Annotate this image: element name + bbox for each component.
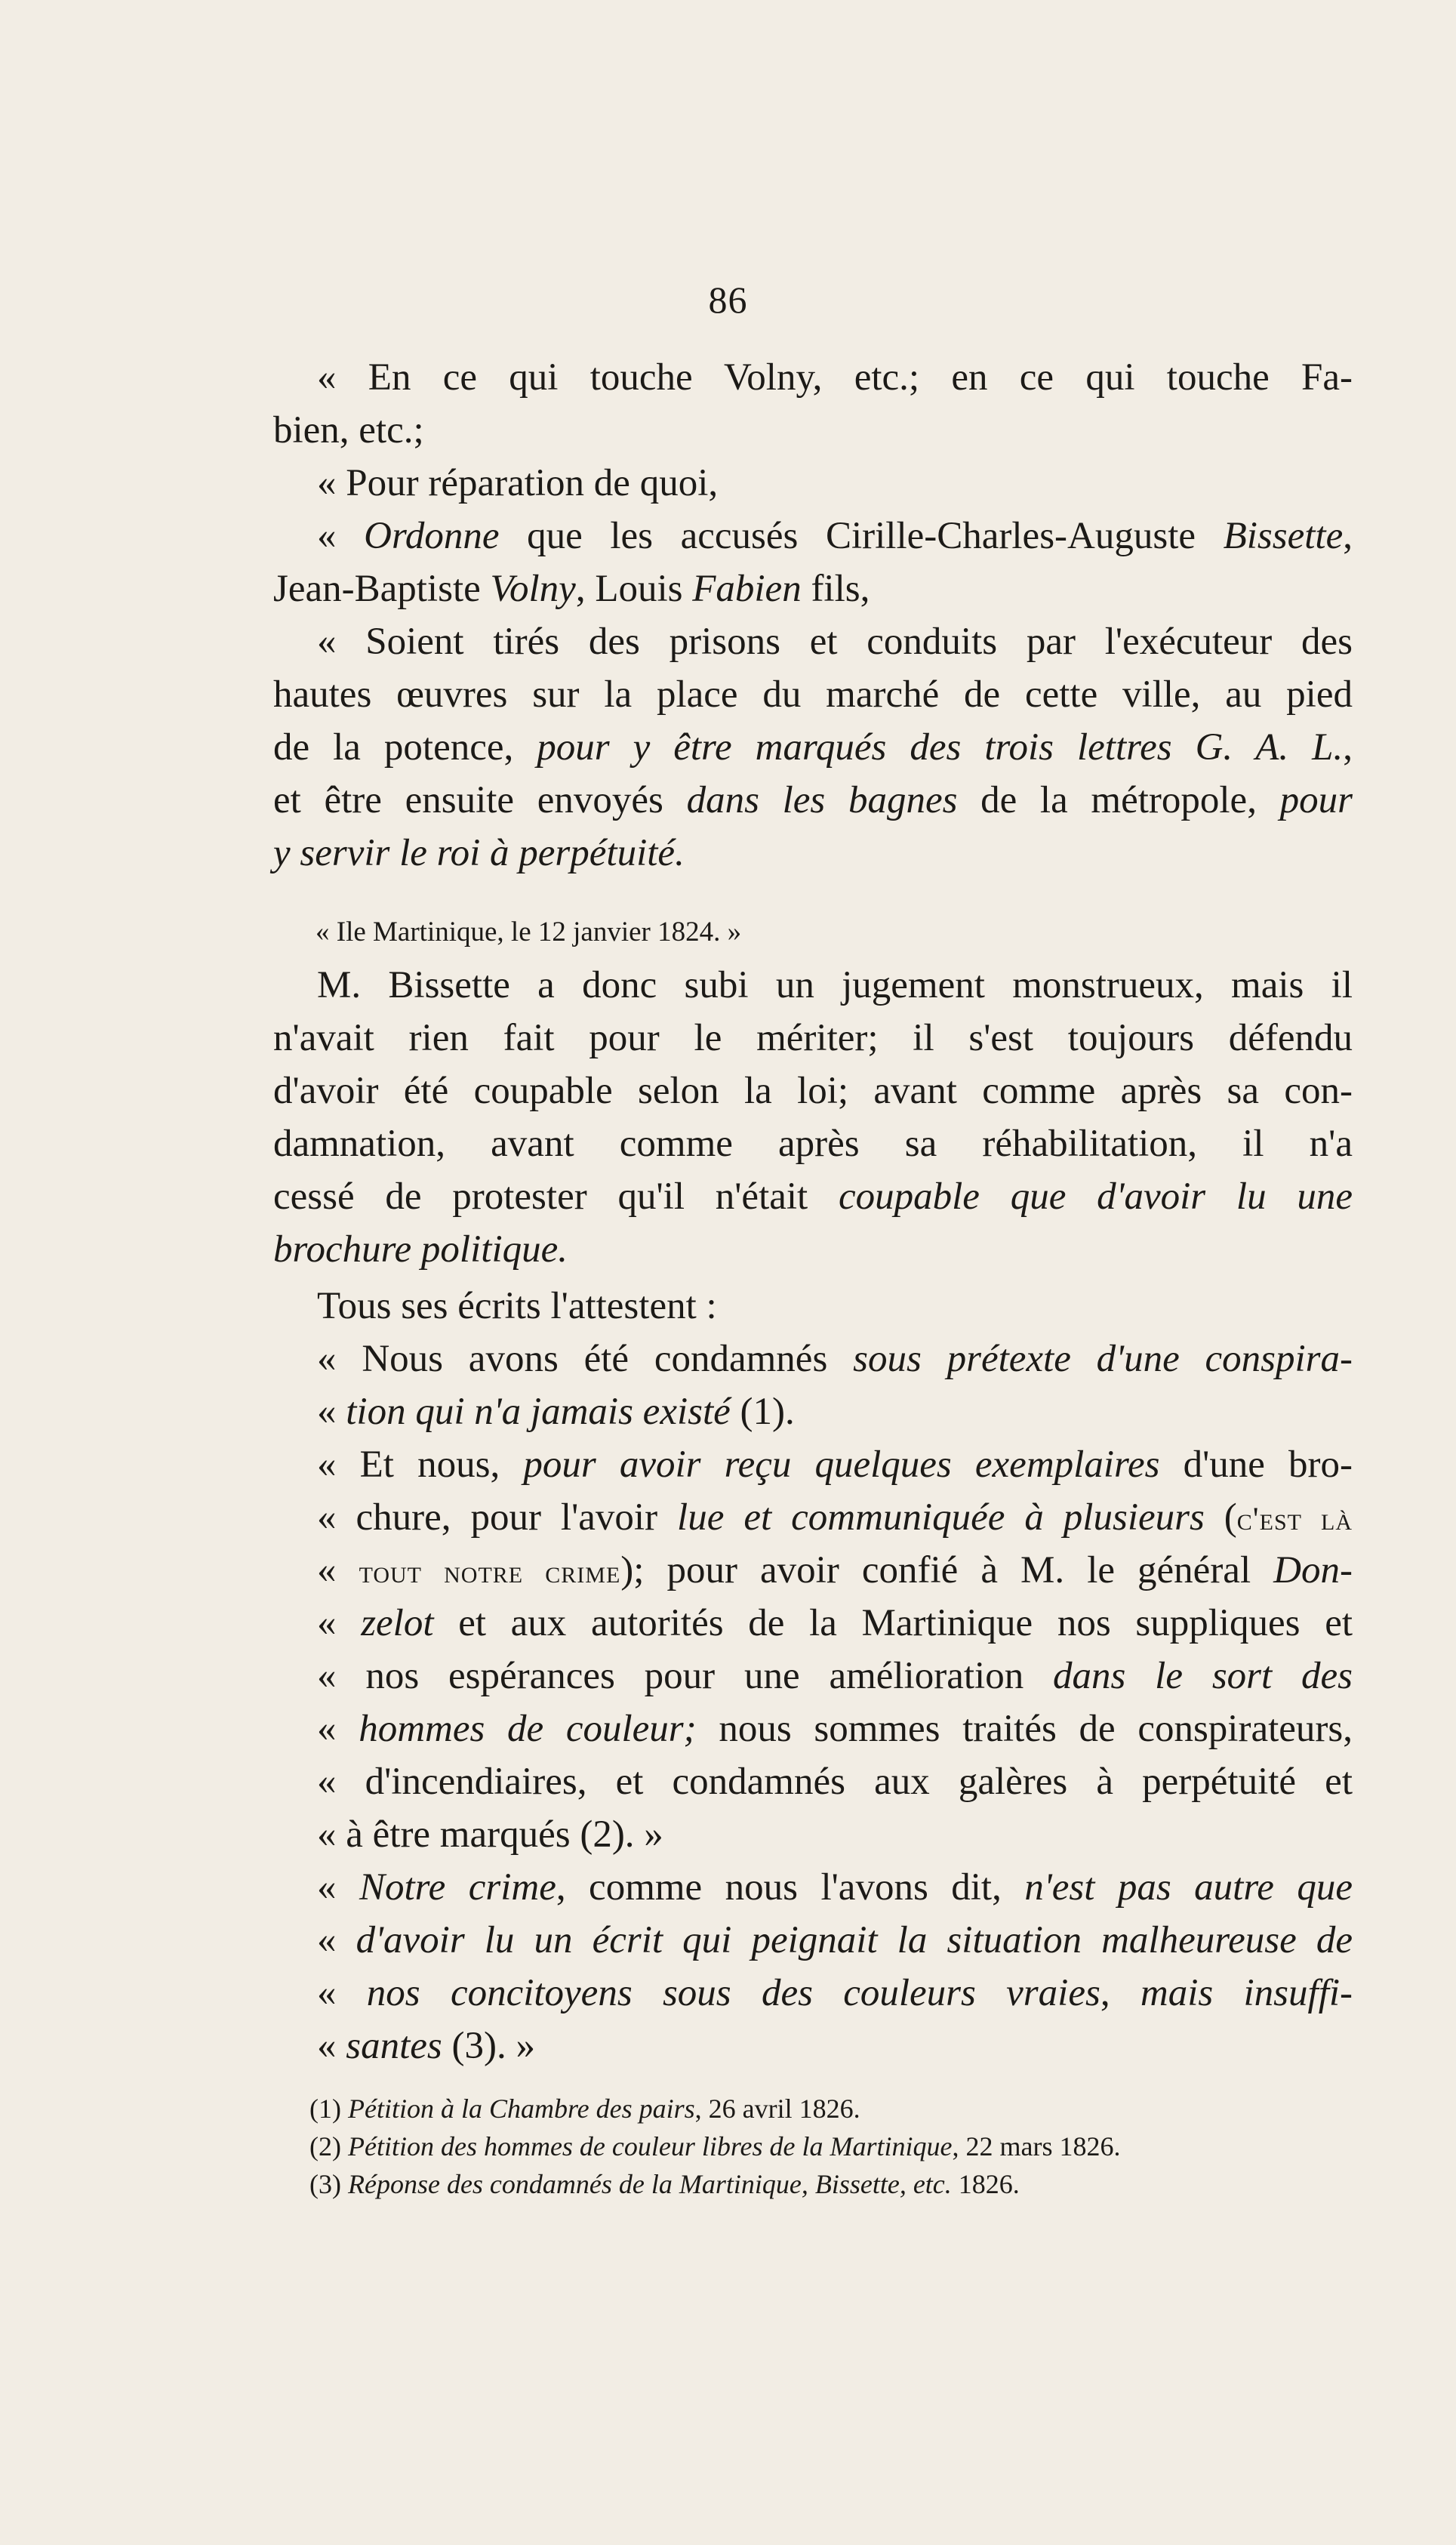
- text-line: « Pour réparation de quoi,: [317, 462, 719, 504]
- text-line: « tout notre crime); pour avoir confié à M. le général Don-: [317, 1549, 1353, 1591]
- text-line: d'avoir été coupable selon la loi; avant comme après sa con-: [273, 1070, 1353, 1112]
- text-line: « tion qui n'a jamais existé (1).: [317, 1391, 795, 1433]
- text-line: Tous ses écrits l'attestent :: [317, 1285, 717, 1327]
- text-line: brochure politique.: [273, 1228, 568, 1271]
- text-line: « Ordonne que les accusés Cirille-Charles-Auguste Bissette,: [317, 515, 1353, 557]
- text-line: cessé de protester qu'il n'était coupable que d'avoir lu une: [273, 1175, 1353, 1218]
- text-line: « Notre crime, comme nous l'avons dit, n'est pas autre que: [317, 1866, 1353, 1909]
- page-number: 86: [708, 279, 748, 321]
- text-line: « à être marqués (2). »: [317, 1813, 663, 1856]
- text-line: bien, etc.;: [273, 409, 424, 451]
- text-line: y servir le roi à perpétuité.: [273, 832, 685, 874]
- text-line: « santes (3). »: [317, 2025, 535, 2067]
- footnote-3: (3) Réponse des condamnés de la Martinique, Bissette, etc. 1826.: [309, 2169, 1020, 2199]
- text-line: n'avait rien fait pour le mériter; il s'est toujours défendu: [273, 1017, 1353, 1059]
- text-line: « chure, pour l'avoir lue et communiquée à plusieurs (c'est là: [317, 1496, 1353, 1539]
- text-line: « hommes de couleur; nous sommes traités de conspirateurs,: [317, 1708, 1353, 1750]
- text-line: « Nous avons été condamnés sous prétexte d'une conspira-: [317, 1338, 1353, 1380]
- text-line: Jean-Baptiste Volny, Louis Fabien fils,: [273, 568, 870, 610]
- text-line: M. Bissette a donc subi un jugement monstrueux, mais il: [317, 964, 1353, 1006]
- text-line: « Soient tirés des prisons et conduits par l'exécuteur des: [317, 621, 1353, 663]
- text-line: « d'incendiaires, et condamnés aux galères à perpétuité et: [317, 1761, 1353, 1803]
- text-line: « nos concitoyens sous des couleurs vraies, mais insuffi-: [317, 1972, 1353, 2014]
- text-line: « d'avoir lu un écrit qui peignait la situation malheureuse de: [317, 1919, 1353, 1961]
- footnote-2: (2) Pétition des hommes de couleur libres de la Martinique, 22 mars 1826.: [309, 2131, 1121, 2161]
- text-line: damnation, avant comme après sa réhabilitation, il n'a: [273, 1123, 1353, 1165]
- text-line: et être ensuite envoyés dans les bagnes de la métropole, pour: [273, 779, 1353, 821]
- text-line: « En ce qui touche Volny, etc.; en ce qui touche Fa-: [317, 356, 1353, 399]
- text-line: hautes œuvres sur la place du marché de cette ville, au pied: [273, 673, 1353, 716]
- date-line: « Ile Martinique, le 12 janvier 1824. »: [316, 917, 742, 947]
- text-line: « Et nous, pour avoir reçu quelques exemplaires d'une bro-: [317, 1444, 1353, 1486]
- text-line: « zelot et aux autorités de la Martinique nos suppliques et: [317, 1602, 1353, 1644]
- footnote-1: (1) Pétition à la Chambre des pairs, 26 avril 1826.: [309, 2094, 860, 2124]
- text-line: de la potence, pour y être marqués des trois lettres G. A. L.,: [273, 726, 1353, 769]
- text-line: « nos espérances pour une amélioration dans le sort des: [317, 1655, 1353, 1697]
